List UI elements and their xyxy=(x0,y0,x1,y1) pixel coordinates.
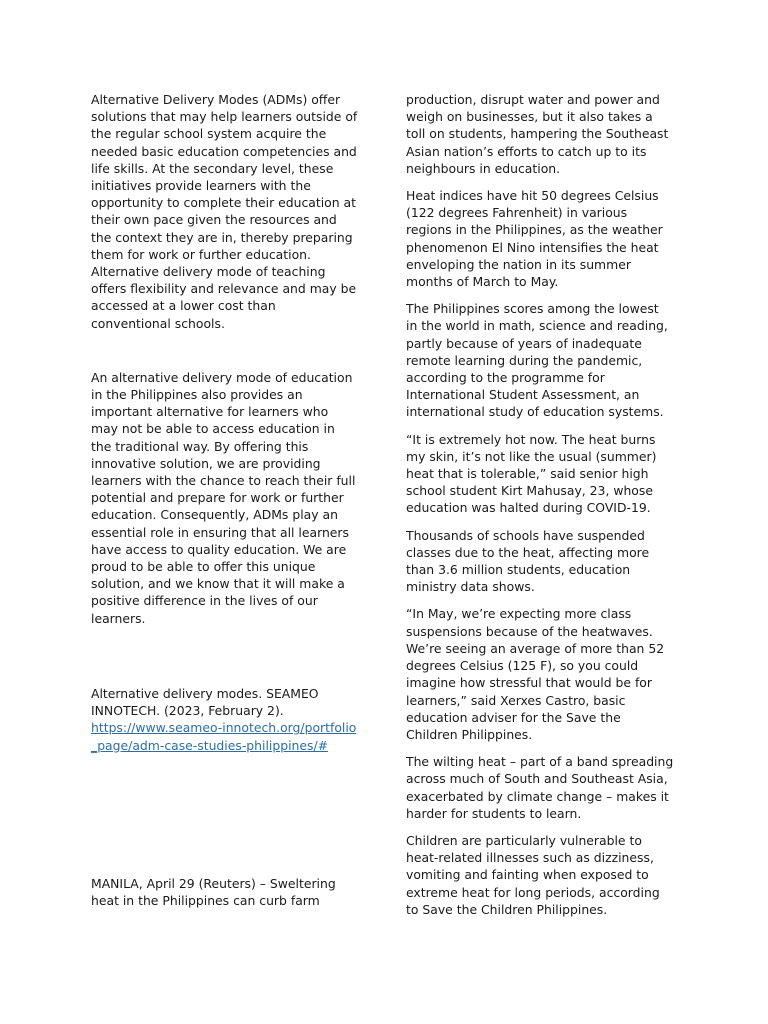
paragraph-adm-philippines: An alternative delivery mode of education in the Philippines also provides an important alternative for learners who may not be able to access education in the traditional way. By offering this innovative solution, we are providing learners with the chance to reach their full potential and prepare for work or further education. Consequently, ADMs play an essential role in ensuring that all learners have access to quality education. We are proud to be able to offer this unique solution, and we know that it will make a positive difference in the lives of our learners. xyxy=(91,369,356,626)
citation-link[interactable]: https://www.seameo-innotech.org/portfolio _page/adm-case-studies-philippines/# xyxy=(91,720,357,753)
citation-text: Alternative delivery modes. SEAMEO INNOTECH. (2023, February 2). xyxy=(91,685,319,719)
paragraph-4: “It is extremely hot now. The heat burns my skin, it’s not like the usual (summer) heat that is tolerable,” said senior high school student Kirt Mahusay, 23, whose education was halted during COVID-19. xyxy=(406,431,657,516)
left-column xyxy=(91,91,367,909)
paragraph-reuters-lead: MANILA, April 29 (Reuters) – Sweltering heat in the Philippines can curb farm xyxy=(91,875,336,908)
paragraph-adm-intro: Alternative Delivery Modes (ADMs) offer solutions that may help learners outside of the regular school system acquire the needed basic education competencies and life skills. At the secondary level, these initiatives provide learners with the opportunity to complete their education at their own pace given the resources and the context they are in, thereby preparing them for work or further education. Alternative delivery mode of teaching offers flexibility and relevance and may be accessed at a lower cost than conventional schools. xyxy=(91,92,358,331)
citation xyxy=(91,685,367,754)
paragraph-5: Thousands of schools have suspended classes due to the heat, affecting more than 3.6 million students, education ministry data shows. xyxy=(406,527,650,595)
paragraph-8: Children are particularly vulnerable to heat-related illnesses such as dizziness, vomiting and fainting when exposed to extreme heat for long periods, according to Save the Children Philippines. xyxy=(406,832,660,917)
paragraph-6: “In May, we’re expecting more class suspensions because of the heatwaves. We’re seeing an average of more than 52 degrees Celsius (125 F), so you could imagine how stressful that would be for learners,” said Xerxes Castro, basic education adviser for the Save the Children Philippines. xyxy=(406,606,665,742)
paragraph-3: The Philippines scores among the lowest in the world in math, science and reading, partly because of years of inadequate remote learning during the pandemic, according to the programme for International Student Assessment, an international study of education systems. xyxy=(406,301,668,420)
paragraph-1: production, disrupt water and power and weigh on businesses, but it also takes a toll on students, hampering the Southeast Asian nation’s efforts to catch up to its neighbours in education. xyxy=(406,92,669,176)
right-column xyxy=(406,91,682,928)
paragraph-2: Heat indices have hit 50 degrees Celsius (122 degrees Fahrenheit) in various regions in the Philippines, as the weather phenomenon El Nino intensifies the heat enveloping the nation in its summer months of March to May. xyxy=(406,188,663,290)
paragraph-7: The wilting heat – part of a band spreading across much of South and Southeast Asia, exacerbated by climate change – makes it harder for students to learn. xyxy=(406,754,674,821)
